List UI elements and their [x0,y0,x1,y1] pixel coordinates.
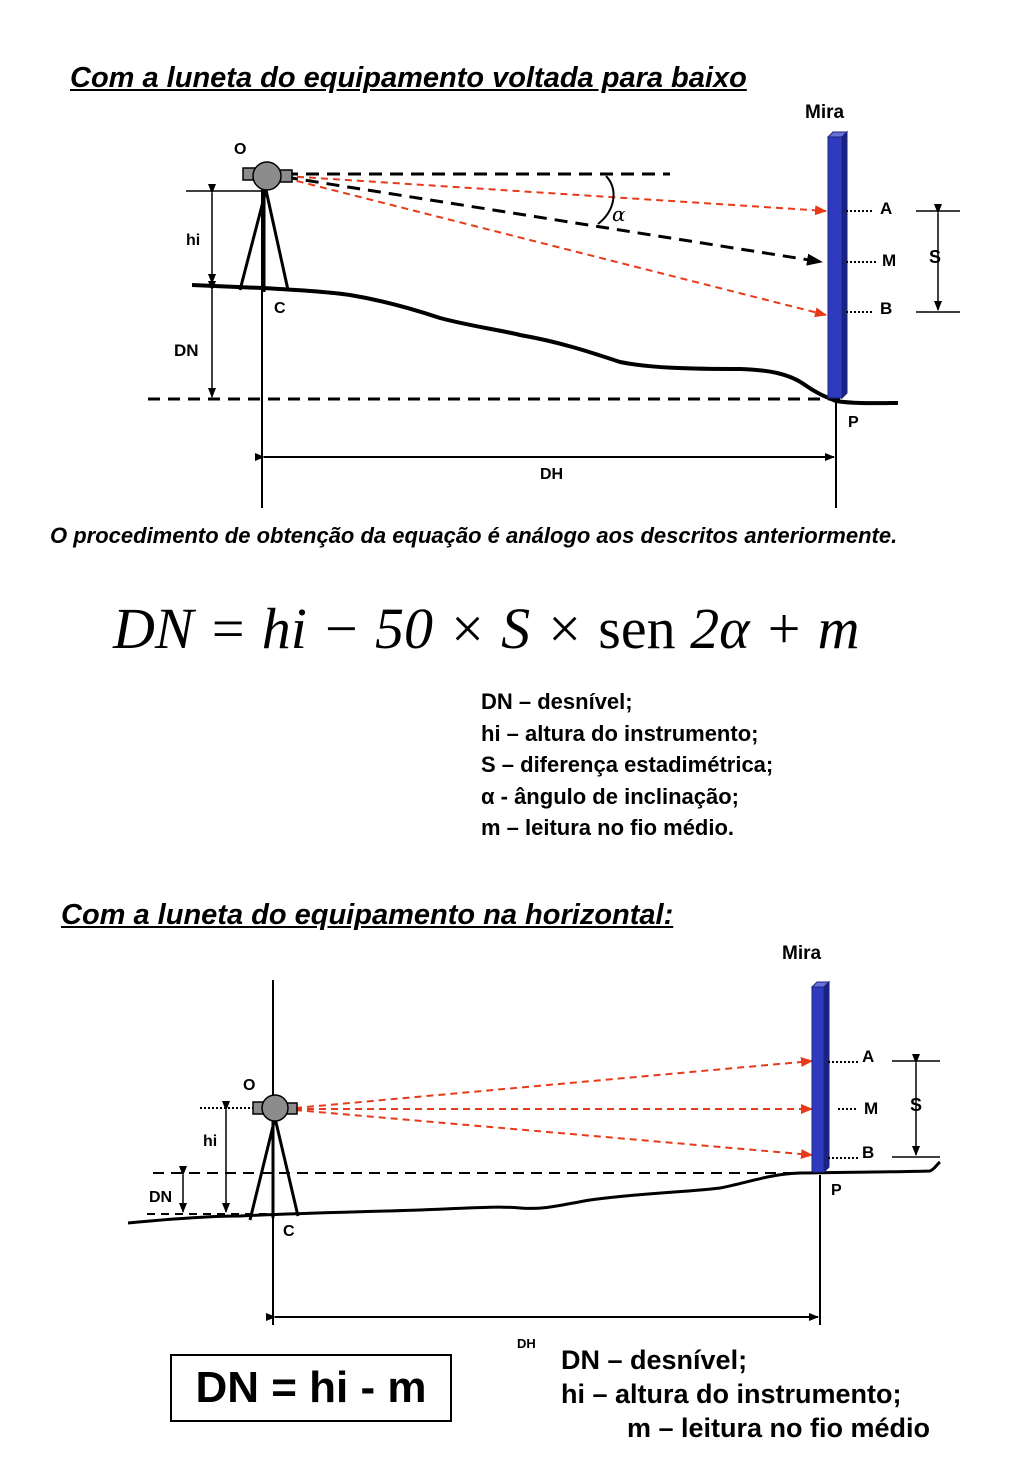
label-s: S [929,247,942,267]
leveling-staff-2 [812,982,829,1172]
legend-item: m – leitura no fio médio. [481,815,735,840]
legend-item: m – leitura no fio médio [627,1413,931,1443]
label-hi: hi [186,232,201,249]
section1-title: Com a luneta do equipamento voltada para baixo [70,62,747,94]
formula-horizontal-box [170,1354,452,1422]
tripod-2 [250,1118,298,1220]
label-m-2: M [864,1099,879,1118]
formula-horizontal: DN = hi - m [195,1363,427,1412]
legend-section2 [561,1343,930,1445]
sight-line-b-2 [295,1110,812,1155]
legend-item: hi – altura do instrumento; [481,720,759,746]
label-c: C [274,300,286,317]
label-o: O [234,141,247,158]
label-mira-2: Mira [782,943,822,964]
legend-item: α - ângulo de inclinação; [481,783,739,809]
theodolite-2 [253,1095,297,1121]
label-s-2: S [910,1095,923,1115]
section2-title: Com a luneta do equipamento na horizontal: [61,899,674,931]
legend-item: DN – desnível; [561,1345,748,1375]
label-o-2: O [243,1077,256,1094]
sight-line-a-2 [295,1061,812,1108]
label-b: B [880,299,893,318]
label-p: P [848,414,859,431]
label-dn-2: DN [149,1189,173,1206]
label-dh-2: DH [517,1336,536,1351]
label-m: M [882,251,897,270]
procedure-paragraph: O procedimento de obtenção da equação é análogo aos descritos anteriormente. [50,523,898,548]
label-p-2: P [831,1182,842,1199]
label-dn: DN [174,341,199,360]
label-a: A [880,199,893,218]
legend-item: DN – desnível; [481,689,633,714]
formula-sen: sen [598,596,676,661]
label-alpha: α [612,202,626,226]
label-mira: Mira [805,102,845,123]
label-b-2: B [862,1143,875,1162]
label-hi-2: hi [203,1133,218,1150]
label-dh: DH [540,466,564,483]
label-a-2: A [862,1047,875,1066]
legend-item: S – diferença estadimétrica; [481,752,774,777]
legend-item: hi – altura do instrumento; [561,1379,902,1409]
formula-part3: 2α + m [675,596,860,661]
formula-part1: DN = hi − 50 × S × [113,596,599,661]
label-c-2: C [283,1223,295,1240]
